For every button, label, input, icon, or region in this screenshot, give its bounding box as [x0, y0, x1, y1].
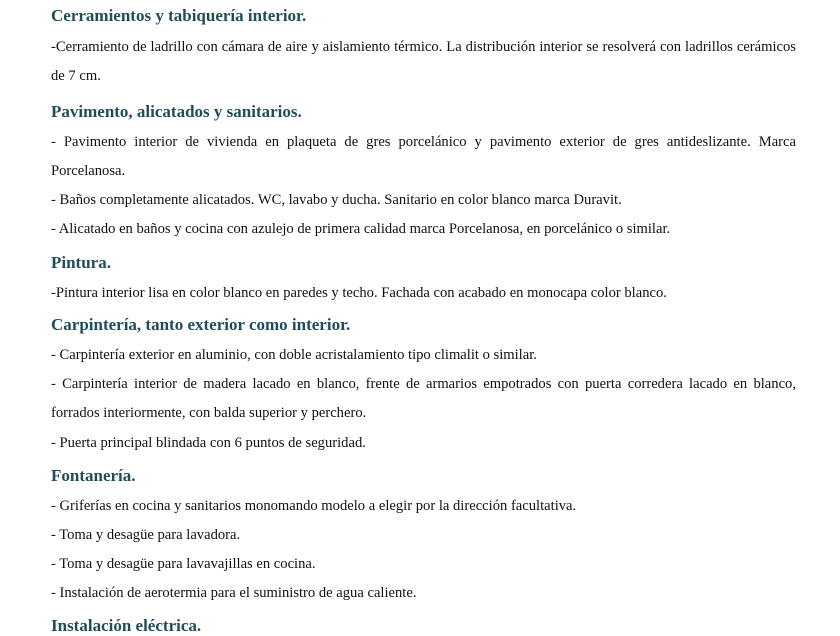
paragraph-pavimento: - Pavimento interior de vivienda en plaqueta de gres porcelánico y pavimento exterior de gres antideslizante. Marca Porcelanosa. — [51, 134, 796, 179]
paragraph-puerta-blindada: - Puerta principal blindada con 6 puntos de seguridad. — [51, 435, 366, 451]
paragraph-alicatado: - Alicatado en baños y cocina con azulejo de primera calidad marca Porcelanosa, en porcelánico o similar. — [51, 221, 671, 237]
section-heading-pintura: Pintura. — [51, 253, 111, 272]
paragraph-cerramiento: -Cerramiento de ladrillo con cámara de aire y aislamiento térmico. La distribución interior se resolverá con ladrillos cerámicos de 7 cm. — [51, 39, 796, 84]
paragraph-pintura: -Pintura interior lisa en color blanco en paredes y techo. Fachada con acabado en monocapa color blanco. — [51, 285, 667, 301]
paragraph-carpinteria-interior: - Carpintería interior de madera lacado en blanco, frente de armarios empotrados con puerta corredera lacado en blanco, forrados interiormente, con balda superior y perchero. — [51, 376, 796, 421]
paragraph-toma-lavavajillas: - Toma y desagüe para lavavajillas en cocina. — [51, 556, 316, 572]
section-heading-pavimento: Pavimento, alicatados y sanitarios. — [51, 102, 302, 121]
section-heading-instalacion-electrica: Instalación eléctrica. — [51, 616, 202, 635]
paragraph-aerotermia: - Instalación de aerotermia para el suministro de agua caliente. — [51, 585, 417, 601]
paragraph-banos: - Baños completamente alicatados. WC, lavabo y ducha. Sanitario en color blanco marca Duravit. — [51, 192, 622, 208]
section-heading-cerramientos: Cerramientos y tabiquería interior. — [51, 6, 307, 25]
section-heading-fontaneria: Fontanería. — [51, 466, 136, 485]
paragraph-carpinteria-exterior: - Carpintería exterior en aluminio, con doble acristalamiento tipo climalit o similar. — [51, 347, 537, 363]
paragraph-griferias: - Griferías en cocina y sanitarios monomando modelo a elegir por la dirección facultativa. — [51, 498, 577, 514]
paragraph-toma-lavadora: - Toma y desagüe para lavadora. — [51, 527, 241, 543]
section-heading-carpinteria: Carpintería, tanto exterior como interior. — [51, 315, 351, 334]
